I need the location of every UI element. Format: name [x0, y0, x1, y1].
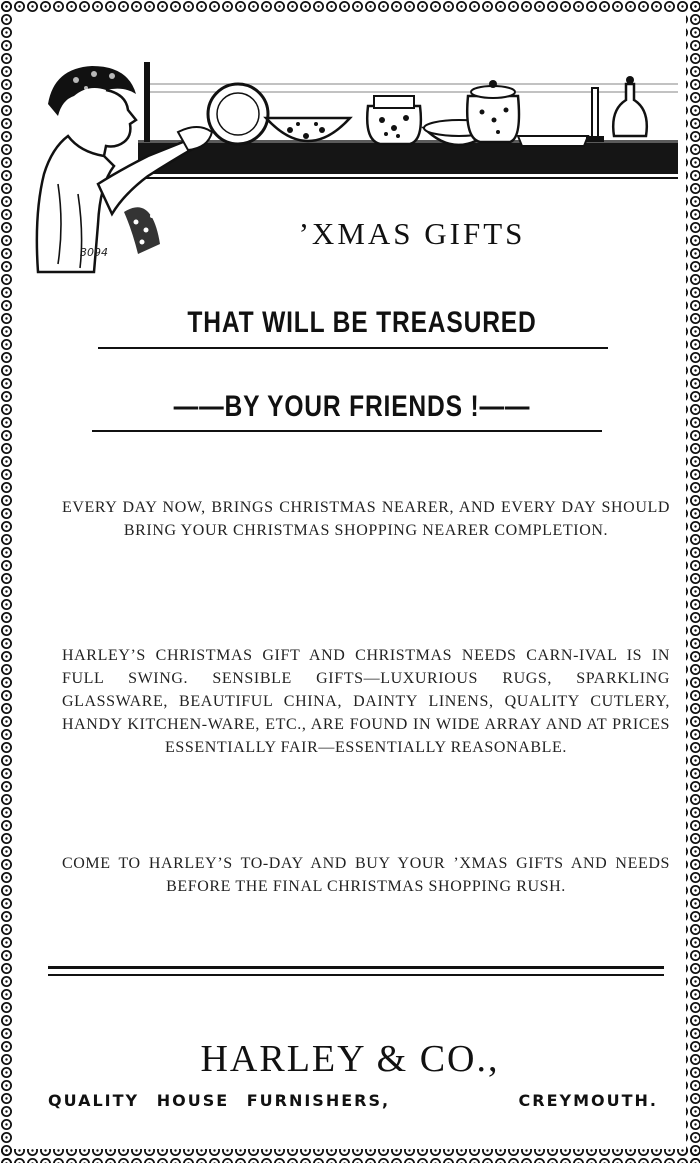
firm-town: CREYMOUTH.	[518, 1091, 658, 1110]
paragraph-gift-carnival: HARLEY’S CHRISTMAS GIFT AND CHRISTMAS NEEDS CARN-IVAL IS IN FULL SWING. SENSIBLE GIFTS—LUXURIOUS RUGS, SPARKLING GLASSWARE, BEAUTIFUL CHINA, DAINTY LINENS, QUALITY CUTLERY, HANDY KITCHEN-WARE, ETC., ARE FOUND IN WIDE ARRAY AND AT PRICES ESSENTIALLY FAIR—ESSENTIALLY REASONABLE.	[62, 647, 670, 756]
subhead-underline-1	[98, 347, 608, 349]
paragraph-christmas-nearer: EVERY DAY NOW, BRINGS CHRISTMAS NEARER, AND EVERY DAY SHOULD BRING YOUR CHRISTMAS SHOPPING NEARER COMPLETION.	[62, 499, 670, 539]
footer-rule-bottom	[48, 974, 664, 976]
footer-rule-top	[48, 966, 664, 969]
subhead-friends: ——BY YOUR FRIENDS !——	[173, 390, 531, 423]
firm-name: HARLEY & CO.,	[200, 1038, 500, 1080]
firm-tagline	[48, 1091, 658, 1110]
illustration-number: 3094	[80, 246, 108, 259]
paragraph-come-to-harleys: COME TO HARLEY’S TO-DAY AND BUY YOUR ’XMAS GIFTS AND NEEDS BEFORE THE FINAL CHRISTMAS SHOPPING RUSH.	[62, 855, 670, 895]
headline: ’XMAS GIFTS	[298, 216, 526, 251]
subhead-underline-2	[92, 430, 602, 432]
firm-description: QUALITY HOUSE FURNISHERS,	[48, 1091, 391, 1110]
subhead-treasured: THAT WILL BE TREASURED	[187, 306, 537, 339]
advertisement	[22, 24, 678, 1139]
